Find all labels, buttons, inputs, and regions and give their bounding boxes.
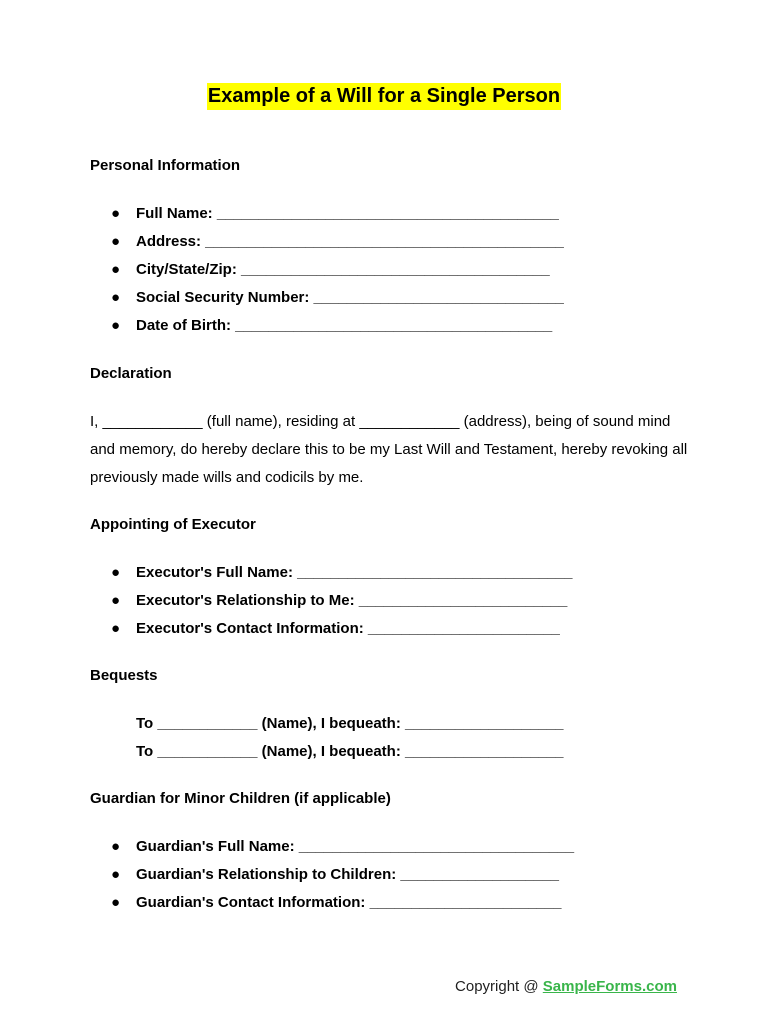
bullet-icon: ● <box>111 894 121 911</box>
copyright-footer <box>455 976 677 998</box>
executor-list <box>0 559 572 643</box>
field-executor-name: Executor's Full Name: _________________________________ <box>136 564 573 581</box>
bullet-icon: ● <box>111 592 121 609</box>
field-executor-relationship: Executor's Relationship to Me: _________________________ <box>136 592 568 609</box>
bullet-icon: ● <box>111 261 121 278</box>
field-guardian-name: Guardian's Full Name: _________________________________ <box>136 838 575 855</box>
list-item <box>0 833 574 861</box>
field-city-state-zip: City/State/Zip: _____________________________________ <box>136 261 550 278</box>
bullet-icon: ● <box>111 564 121 581</box>
guardian-list <box>0 833 574 917</box>
bequest-line: To ____________ (Name), I bequeath: ___________________ <box>136 743 564 760</box>
bequest-line: To ____________ (Name), I bequeath: ___________________ <box>136 715 564 732</box>
field-address: Address: ___________________________________________ <box>136 233 564 250</box>
list-item <box>0 228 564 256</box>
section-heading-declaration: Declaration <box>90 365 172 382</box>
field-guardian-contact: Guardian's Contact Information: _______________________ <box>136 894 562 911</box>
bullet-icon: ● <box>111 620 121 637</box>
bullet-icon: ● <box>111 233 121 250</box>
copyright-prefix: Copyright @ <box>455 978 543 995</box>
list-item <box>0 559 572 587</box>
bullet-icon: ● <box>111 317 121 334</box>
declaration-paragraph: I, ____________ (full name), residing at ____________ (address), being of sound mind and memory, do hereby declare this to be my Last Will and Testament, hereby revoking all previously made wills and codicils by me. <box>90 413 688 486</box>
list-item <box>0 312 564 340</box>
bullet-icon: ● <box>111 289 121 306</box>
title-wrapper <box>0 83 768 110</box>
bullet-icon: ● <box>111 866 121 883</box>
list-item <box>0 284 564 312</box>
section-heading-executor: Appointing of Executor <box>90 516 256 533</box>
bequests-lines <box>136 710 564 766</box>
list-item <box>0 861 574 889</box>
section-heading-personal-information: Personal Information <box>90 157 241 174</box>
document-title: Example of a Will for a Single Person <box>207 83 561 110</box>
list-item <box>0 256 564 284</box>
brand-link[interactable]: SampleForms.com <box>542 978 677 995</box>
field-guardian-relationship: Guardian's Relationship to Children: ___________________ <box>136 866 559 883</box>
field-ssn: Social Security Number: ______________________________ <box>136 289 564 306</box>
field-date-of-birth: Date of Birth: ______________________________________ <box>136 317 553 334</box>
list-item <box>0 615 572 643</box>
section-heading-bequests: Bequests <box>90 667 158 684</box>
bullet-icon: ● <box>111 838 121 855</box>
field-executor-contact: Executor's Contact Information: _______________________ <box>136 620 560 637</box>
list-item <box>0 200 564 228</box>
list-item <box>0 889 574 917</box>
personal-information-list <box>0 200 564 340</box>
field-full-name: Full Name: _________________________________________ <box>136 205 559 222</box>
list-item <box>0 587 572 615</box>
section-heading-guardian: Guardian for Minor Children (if applicable) <box>90 790 391 807</box>
bullet-icon: ● <box>111 205 121 222</box>
